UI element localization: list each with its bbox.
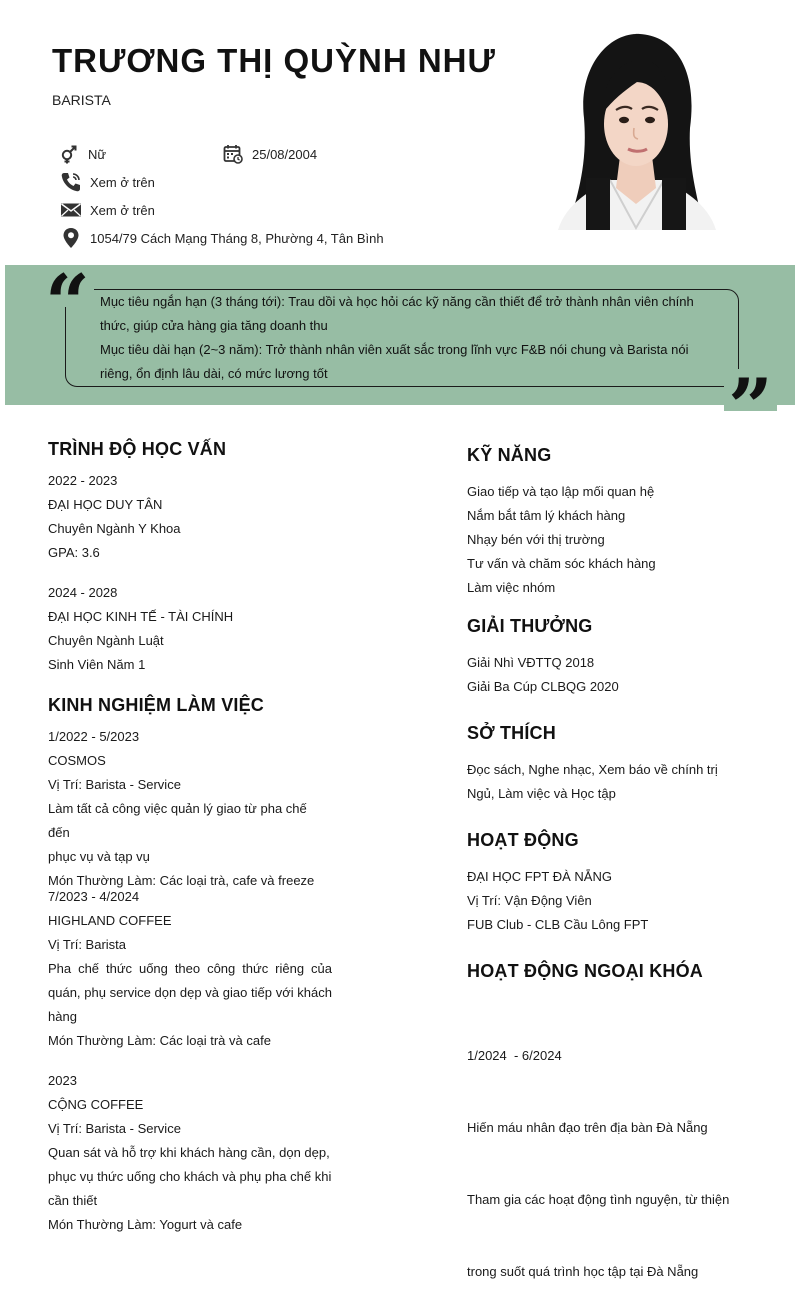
short-term-goal-line-1: Mục tiêu ngắn hạn (3 tháng tới): Trau dồi và học hỏi các kỹ năng cần thiết để trở thành nhân viên chính	[100, 294, 694, 309]
experience-period: 1/2022 - 5/2023	[48, 729, 140, 744]
education-major: Chuyên Ngành Luật	[48, 633, 164, 648]
gender-row	[58, 143, 106, 165]
activities-heading: HOẠT ĐỘNG	[467, 830, 579, 850]
phone-icon	[60, 171, 82, 193]
skill-item: Làm việc nhóm	[467, 580, 556, 595]
activity-item: FUB Club - CLB Cầu Lông FPT	[467, 917, 649, 932]
skill-item: Nhạy bén với thị trường	[467, 532, 605, 547]
skills-list	[467, 480, 656, 600]
phone-row	[60, 171, 155, 193]
activity-item: ĐẠI HỌC FPT ĐÀ NẴNG	[467, 869, 612, 884]
open-quote-icon: “	[41, 265, 94, 307]
education-extra: Sinh Viên Năm 1	[48, 657, 146, 672]
experience-items: Món Thường Làm: Các loại trà, cafe và freeze	[48, 873, 315, 888]
profile-photo	[548, 28, 724, 230]
activity-item: Vị Trí: Vận Động Viên	[467, 893, 592, 908]
experience-company: CỘNG COFFEE	[48, 1097, 144, 1112]
address-value: 1054/79 Cách Mạng Tháng 8, Phường 4, Tân Bình	[90, 230, 384, 246]
experience-company: COSMOS	[48, 753, 106, 768]
experience-description: quán, phụ service dọn dẹp và giao tiếp với khách	[48, 985, 332, 1000]
email-row	[60, 199, 155, 221]
experience-entry	[48, 725, 332, 893]
calendar-icon	[222, 143, 244, 165]
education-school: ĐẠI HỌC DUY TÂN	[48, 497, 163, 512]
email-value: Xem ở trên	[90, 202, 155, 218]
hobbies-list	[467, 758, 718, 806]
experience-items: Món Thường Làm: Các loại trà và cafe	[48, 1033, 271, 1048]
experience-description: phục vụ thức uống cho khách và phụ pha chế khi	[48, 1169, 332, 1184]
skill-item: Tư vấn và chăm sóc khách hàng	[467, 556, 656, 571]
activities-list	[467, 865, 648, 937]
awards-heading: GIẢI THƯỞNG	[467, 616, 593, 636]
experience-entry	[48, 1069, 332, 1237]
experience-position: Vị Trí: Barista - Service	[48, 777, 181, 792]
experience-heading: KINH NGHIỆM LÀM VIỆC	[48, 695, 265, 715]
hobby-item: Ngủ, Làm việc và Học tập	[467, 786, 616, 801]
education-period: 2024 - 2028	[48, 585, 118, 600]
extracurricular-period: 1/2024 - 6/2024	[467, 1048, 562, 1063]
hobby-item: Đọc sách, Nghe nhạc, Xem báo về chính trị	[467, 762, 718, 777]
candidate-name: TRƯƠNG THỊ QUỲNH NHƯ	[52, 42, 496, 79]
education-heading: TRÌNH ĐỘ HỌC VẤN	[48, 439, 227, 459]
education-major: Chuyên Ngành Y Khoa	[48, 521, 181, 536]
education-extra: GPA: 3.6	[48, 545, 100, 560]
extracurricular-item: Hiến máu nhân đạo trên địa bàn Đà Nẵng	[467, 1120, 708, 1135]
extracurricular-heading: HOẠT ĐỘNG NGOẠI KHÓA	[467, 961, 703, 981]
experience-items: Món Thường Làm: Yogurt và cafe	[48, 1217, 243, 1232]
hobbies-heading: SỞ THÍCH	[467, 723, 556, 743]
location-pin-icon	[60, 227, 82, 249]
experience-description: Quan sát và hỗ trợ khi khách hàng cần, dọn dẹp,	[48, 1145, 330, 1160]
extracurricular-item: Tham gia các hoạt động tình nguyện, từ thiện	[467, 1192, 730, 1207]
experience-period: 2023	[48, 1073, 77, 1088]
experience-description: Làm tất cả công việc quản lý giao từ pha chế đến	[48, 801, 307, 840]
extracurricular-item: trong suốt quá trình học tập tại Đà Nẵng	[467, 1264, 699, 1279]
education-entry	[48, 581, 233, 677]
objective-text	[100, 290, 700, 386]
birthdate-value: 25/08/2004	[252, 146, 318, 162]
experience-company: HIGHLAND COFFEE	[48, 913, 172, 928]
long-term-goal-line-2: riêng, ổn định lâu dài, có mức lương tốt	[100, 366, 328, 381]
experience-description: cần thiết	[48, 1193, 98, 1208]
short-term-goal-line-2: thức, giúp cửa hàng gia tăng doanh thu	[100, 318, 328, 333]
award-item: Giải Ba Cúp CLBQG 2020	[467, 679, 619, 694]
skill-item: Nắm bắt tâm lý khách hàng	[467, 508, 626, 523]
experience-position: Vị Trí: Barista - Service	[48, 1121, 181, 1136]
gender-value: Nữ	[88, 146, 107, 162]
skill-item: Giao tiếp và tạo lập mối quan hệ	[467, 484, 655, 499]
extracurricular-list	[467, 996, 729, 1308]
skills-heading: KỸ NĂNG	[467, 445, 552, 465]
experience-description: phục vụ và tạp vụ	[48, 849, 150, 864]
experience-period: 7/2023 - 4/2024	[48, 889, 140, 904]
job-title: BARISTA	[52, 92, 111, 108]
experience-position: Vị Trí: Barista	[48, 937, 127, 952]
mail-icon	[60, 199, 82, 221]
birthdate-row	[222, 143, 317, 165]
award-item: Giải Nhì VĐTTQ 2018	[467, 655, 595, 670]
awards-list	[467, 651, 619, 699]
education-entry	[48, 469, 181, 565]
experience-description: Pha chế thức uống theo công thức riêng của	[48, 961, 332, 976]
close-quote-icon: ”	[724, 369, 777, 411]
long-term-goal-line-1: Mục tiêu dài hạn (2~3 năm): Trở thành nhân viên xuất sắc trong lĩnh vực F&B nói chung và Barista nói	[100, 342, 689, 357]
education-period: 2022 - 2023	[48, 473, 118, 488]
experience-entry	[48, 885, 332, 1053]
address-row	[60, 227, 384, 249]
experience-description: hàng	[48, 1009, 77, 1024]
phone-value: Xem ở trên	[90, 174, 155, 190]
gender-icon	[58, 143, 80, 165]
education-school: ĐẠI HỌC KINH TẾ - TÀI CHÍNH	[48, 609, 234, 624]
